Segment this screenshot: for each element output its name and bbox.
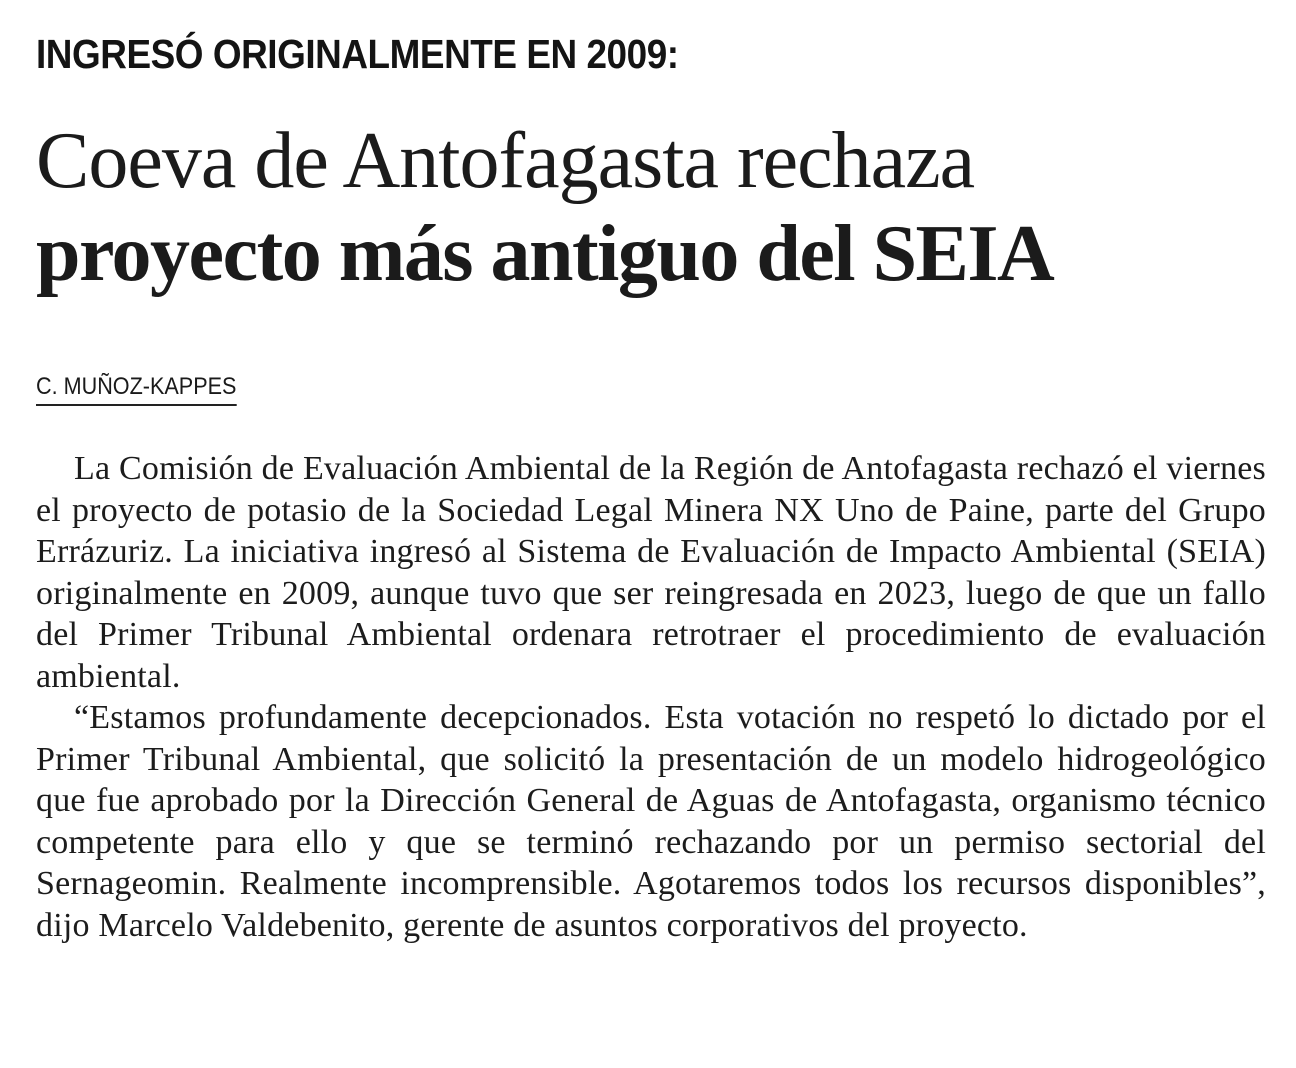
body-paragraph: “Estamos profundamente decepcionados. Esta votación no respetó lo dictado por el Primer Tribunal Ambiental, que solicitó la presentación de un modelo hidrogeológico que fue aprobado por la Dirección General de Aguas de Antofagasta, organismo técnico competente para ello y que se terminó rechazando por un permiso sectorial del Sernageomin. Realmente incomprensible. Agotaremos todos los recursos disponibles”, dijo Marcelo Valdebenito, gerente de asuntos corporativos del proyecto. <box>36 699 1266 944</box>
body-paragraph: La Comisión de Evaluación Ambiental de la Región de Antofagasta rechazó el viernes el proyecto de potasio de la Sociedad Legal Minera NX Uno de Paine, parte del Grupo Errázuriz. La iniciativa ingresó al Sistema de Evaluación de Impacto Ambiental (SEIA) originalmente en 2009, aunque tuvo que ser reingresada en 2023, luego de que un fallo del Primer Tribunal Ambiental ordenara retrotraer el procedimiento de evaluación ambiental. <box>36 450 1266 695</box>
headline-line-1: Coeva de Antofagasta rechaza <box>36 117 975 205</box>
headline-line-2: proyecto más antiguo del SEIA <box>36 210 1054 298</box>
article-kicker: INGRESÓ ORIGINALMENTE EN 2009: <box>36 31 679 77</box>
author-byline: C. MUÑOZ-KAPPES <box>36 372 236 406</box>
article-body <box>36 448 1266 946</box>
